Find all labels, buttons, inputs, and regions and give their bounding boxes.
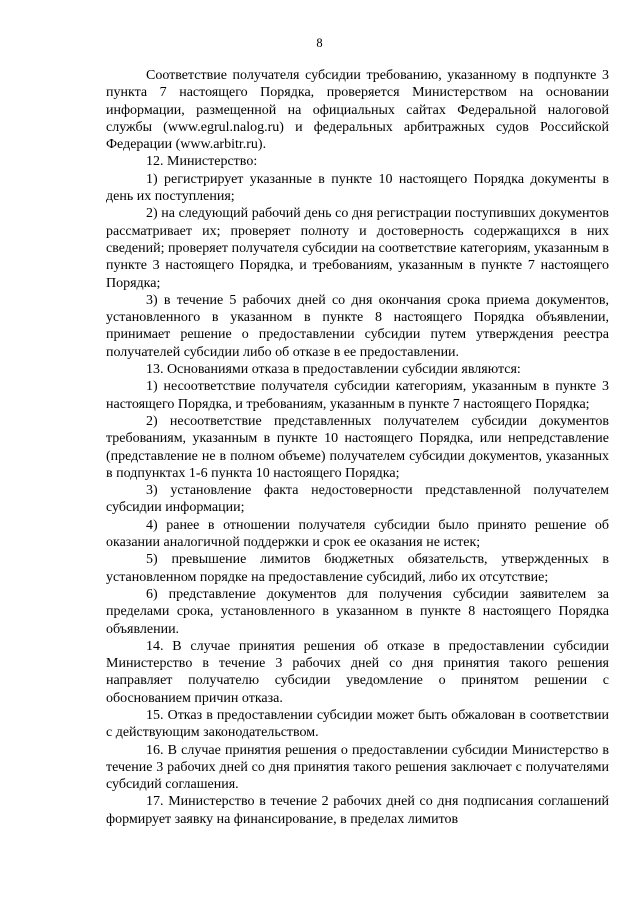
- paragraph: 13. Основаниями отказа в предоставлении субсидии являются:: [146, 362, 521, 378]
- paragraph: 12. Министерство:: [146, 154, 258, 170]
- paragraph: 1) несоответствие получателя субсидии категориям, указанным в пункте 3 настоящего Порядка, и требованиям, указанным в пункте 7 настоящего Порядка;: [106, 379, 609, 412]
- paragraph: 5) превышение лимитов бюджетных обязательств, утвержденных в установленном порядке на предоставление субсидий, либо их отсутствие;: [106, 552, 609, 585]
- paragraph: 3) в течение 5 рабочих дней со дня окончания срока приема документов, установленного в указанном в пункте 8 настоящего Порядка объявлении, принимает решение о предоставлении субсидии путем утверждения реестра получателей субсидии либо об отказе в ее предоставлении.: [106, 292, 609, 360]
- paragraph: 3) установление факта недостоверности представленной получателем субсидии информации;: [106, 483, 609, 516]
- paragraph: 17. Министерство в течение 2 рабочих дней со дня подписания соглашений формирует заявку на финансирование, в пределах лимитов: [106, 794, 609, 827]
- paragraph: 15. Отказ в предоставлении субсидии может быть обжалован в соответствии с действующим законодательством.: [106, 707, 609, 741]
- paragraph: 2) на следующий рабочий день со дня регистрации поступивших документов рассматривает их; проверяет полноту и достоверность содержащихся в них сведений; проверяет получателя субсидии на соответствие категориям, указанным в пункте 3 настоящего Порядка, и требованиям, указанным в пункте 7 настоящего Порядка;: [106, 206, 609, 291]
- paragraph: 14. В случае принятия решения об отказе в предоставлении субсидии Министерство в течение 3 рабочих дней со дня принятия такого решения направляет получателю субсидии уведомление о принятом решении с обоснованием причин отказа.: [106, 638, 609, 706]
- document-body: [106, 67, 609, 828]
- paragraph: 1) регистрирует указанные в пункте 10 настоящего Порядка документы в день их поступления;: [106, 171, 609, 205]
- page-number: 8: [316, 36, 323, 50]
- paragraph: 2) несоответствие представленных получателем субсидии документов требованиям, указанным в пункте 10 настоящего Порядка, или непредставление (представление не в полном объеме) получателем субсидии документов, указанных в подпунктах 1-6 пункта 10 настоящего Порядка;: [106, 413, 609, 481]
- paragraph: 6) представление документов для получения субсидии заявителем за пределами срока, установленного в указанном в пункте 8 настоящего Порядка объявлении.: [106, 586, 609, 637]
- paragraph: 4) ранее в отношении получателя субсидии было принято решение об оказании аналогичной поддержки и срок ее оказания не истек;: [106, 517, 609, 551]
- paragraph: Соответствие получателя субсидии требованию, указанному в подпункте 3 пункта 7 настоящего Порядка, проверяется Министерством на основании информации, размещенной на официальных сайтах Федеральной налоговой службы (www.egrul.nalog.ru) и федеральных арбитражных судов Российской Федерации (www.arbitr.ru).: [106, 68, 609, 153]
- paragraph: 16. В случае принятия решения о предоставлении субсидии Министерство в течение 3 рабочих дней со дня принятия такого решения заключает с получателями субсидий соглашения.: [106, 742, 609, 793]
